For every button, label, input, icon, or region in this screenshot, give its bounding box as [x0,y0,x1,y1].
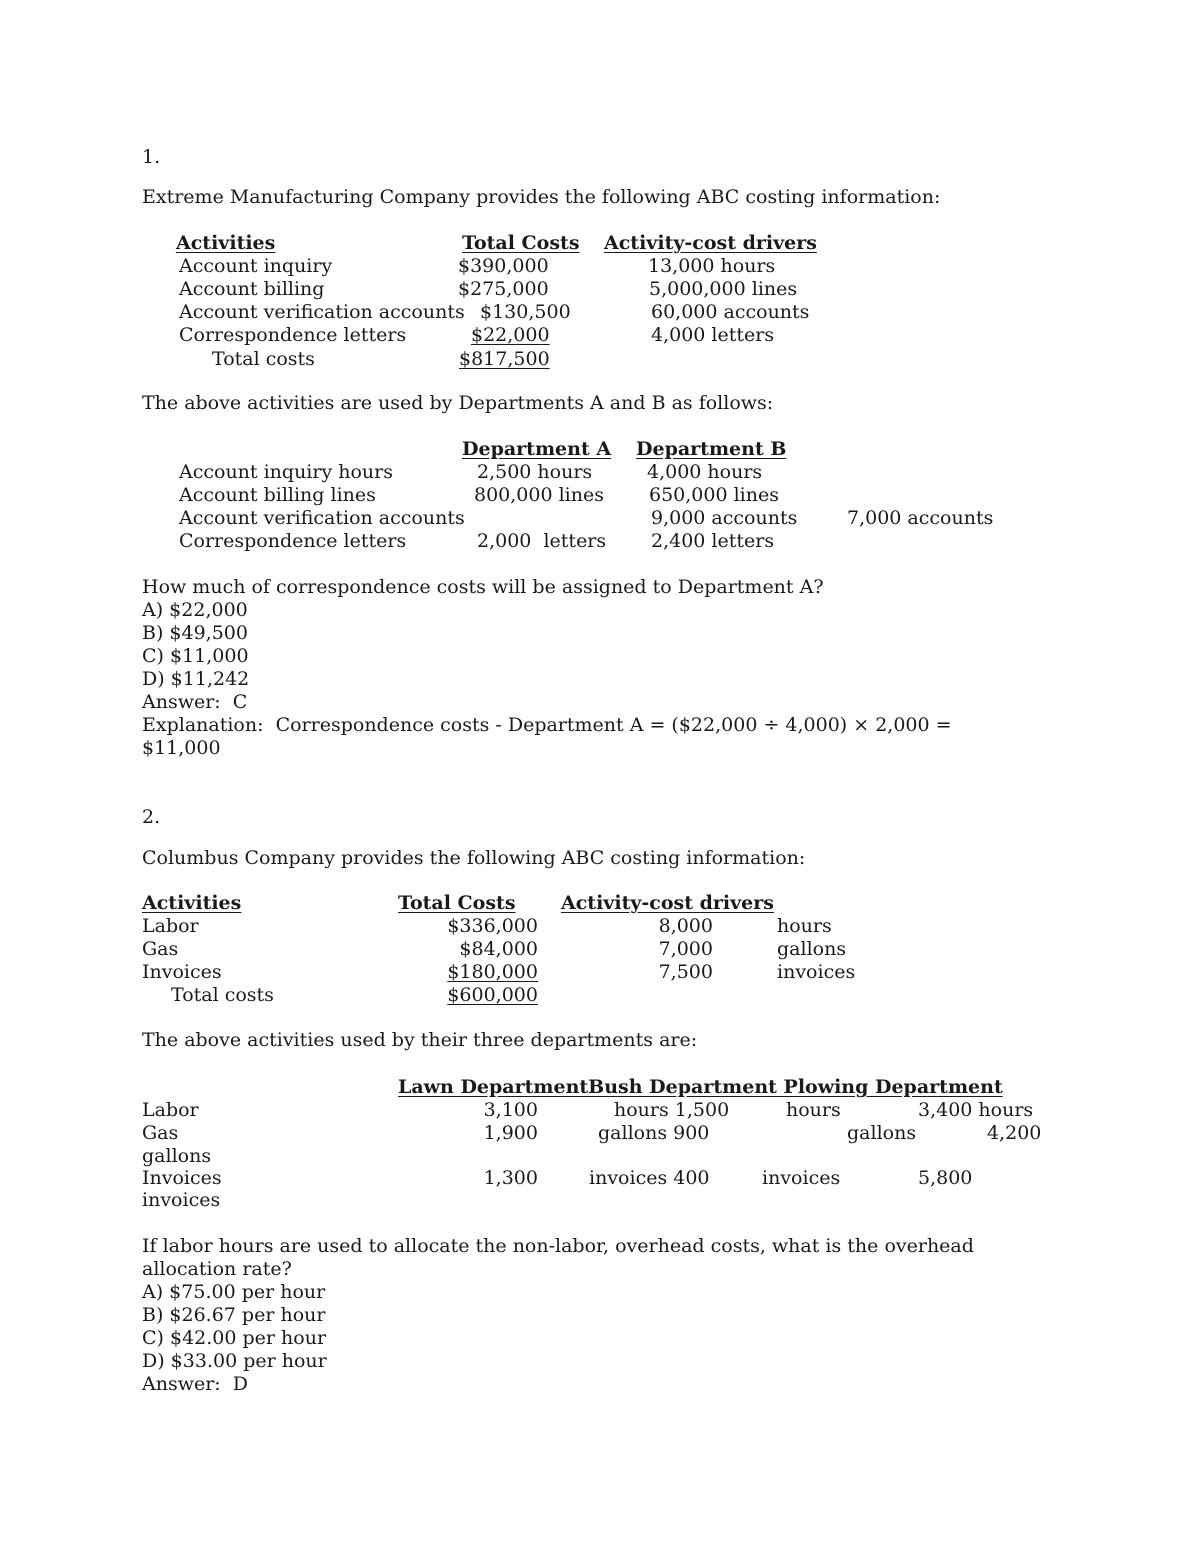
q2-option-b: B) $26.67 per hour [142,1304,326,1326]
q1-total-value: $817,500 [459,348,550,370]
q2-usage-cell-wrap: gallons [142,1145,212,1167]
q1-row-cost: $275,000 [458,278,549,300]
q1-row-cost: $130,500 [480,301,571,323]
q1-total-label: Total costs [212,348,315,370]
q2-total-label: Total costs [171,984,274,1006]
q1-option-a: A) $22,000 [142,599,248,621]
question-1-number: 1. [142,146,161,168]
q2-option-c: C) $42.00 per hour [142,1327,327,1349]
q2-usage-cell: 1,900 [483,1122,538,1144]
q2-header-drivers: Activity-cost drivers [561,892,774,914]
q2-row-unit: invoices [777,961,856,983]
q2-header-total-costs: Total Costs [398,892,516,914]
q2-usage-cell: gallons 900 [598,1122,710,1144]
q2-usage-cell: 1,300 [483,1167,538,1189]
q1-usage-label: Account verification accounts [179,507,465,529]
q2-row-quantity: 7,500 [658,961,713,983]
q1-usage-dept-a: 800,000 lines [474,484,604,506]
q2-option-d: D) $33.00 per hour [142,1350,327,1372]
q2-row-unit: hours [777,915,832,937]
q2-row-cost: $180,000 [447,961,538,983]
q1-row-driver: 5,000,000 lines [649,278,798,300]
q2-question-cont: allocation rate? [142,1258,292,1280]
q1-answer: Answer: C [142,691,248,713]
q2-usage-label: Gas [142,1122,179,1144]
q1-header-department-a: Department A [462,438,612,460]
q1-usage-dept-b: 650,000 lines [649,484,779,506]
q1-usage-dept-a: 2,000 letters [477,530,607,552]
q2-usage-label: Invoices [142,1167,222,1189]
q1-usage-dept-a: 2,500 hours [477,461,593,483]
q2-usage-cell-wrap: invoices [142,1189,221,1211]
q2-row-quantity: 8,000 [658,915,713,937]
q2-row-unit: gallons [777,938,847,960]
q2-usage-cell: 3,400 hours [918,1099,1034,1121]
q1-header-drivers: Activity-cost drivers [604,232,817,254]
q1-row-label: Correspondence letters [179,324,407,346]
q2-department-headers: Lawn DepartmentBush Department Plowing Department [398,1076,1003,1098]
q2-row-label: Invoices [142,961,222,983]
q2-usage-cell: hours [786,1099,841,1121]
q1-explanation-cont: $11,000 [142,737,221,759]
q1-row-cost: $390,000 [458,255,549,277]
q1-option-d: D) $11,242 [142,668,250,690]
q2-usage-cell: 5,800 [918,1167,973,1189]
q1-row-label: Account inquiry [179,255,333,277]
q1-usage-dept-b: 4,000 hours [647,461,763,483]
q1-option-b: B) $49,500 [142,622,248,644]
q1-header-department-b: Department B [636,438,787,460]
q2-row-cost: $336,000 [447,915,538,937]
q2-usage-cell: invoices 400 [589,1167,710,1189]
q2-option-a: A) $75.00 per hour [142,1281,326,1303]
q2-usage-cell: hours 1,500 [614,1099,730,1121]
q2-header-activities: Activities [142,892,242,914]
q2-usage-cell: 3,100 [483,1099,538,1121]
q1-question: How much of correspondence costs will be assigned to Department A? [142,576,824,598]
q2-usage-cell: gallons [847,1122,917,1144]
q1-row-cost: $22,000 [471,324,550,346]
q2-usage-label: Labor [142,1099,199,1121]
q1-usage-intro: The above activities are used by Departments A and B as follows: [142,392,774,414]
q2-usage-intro: The above activities used by their three departments are: [142,1029,698,1051]
q1-header-activities: Activities [176,232,276,254]
q1-explanation: Explanation: Correspondence costs - Department A = ($22,000 ÷ 4,000) × 2,000 = [142,714,952,736]
q2-question: If labor hours are used to allocate the non-labor, overhead costs, what is the overhead [142,1235,974,1257]
q2-usage-cell: 4,200 [987,1122,1042,1144]
q1-row-driver: 60,000 accounts [651,301,810,323]
q2-row-label: Labor [142,915,199,937]
q2-total-value: $600,000 [447,984,538,1006]
question-2-number: 2. [142,806,161,828]
q1-usage-dept-b: 7,000 accounts [847,507,994,529]
question-1-intro: Extreme Manufacturing Company provides the following ABC costing information: [142,186,941,208]
q2-row-label: Gas [142,938,179,960]
q1-row-driver: 4,000 letters [651,324,775,346]
q1-usage-label: Account billing lines [179,484,376,506]
q1-header-total-costs: Total Costs [462,232,580,254]
q1-option-c: C) $11,000 [142,645,249,667]
q1-usage-label: Correspondence letters [179,530,407,552]
q2-answer: Answer: D [142,1373,249,1395]
q1-row-label: Account billing [179,278,325,300]
q1-usage-dept-a: 9,000 accounts [651,507,798,529]
q2-row-quantity: 7,000 [658,938,713,960]
q1-usage-dept-b: 2,400 letters [651,530,775,552]
question-2-intro: Columbus Company provides the following ABC costing information: [142,847,806,869]
q1-usage-label: Account inquiry hours [179,461,393,483]
q2-usage-cell: invoices [762,1167,841,1189]
q1-row-driver: 13,000 hours [648,255,776,277]
q2-row-cost: $84,000 [459,938,538,960]
q1-row-label: Account verification accounts [179,301,465,323]
